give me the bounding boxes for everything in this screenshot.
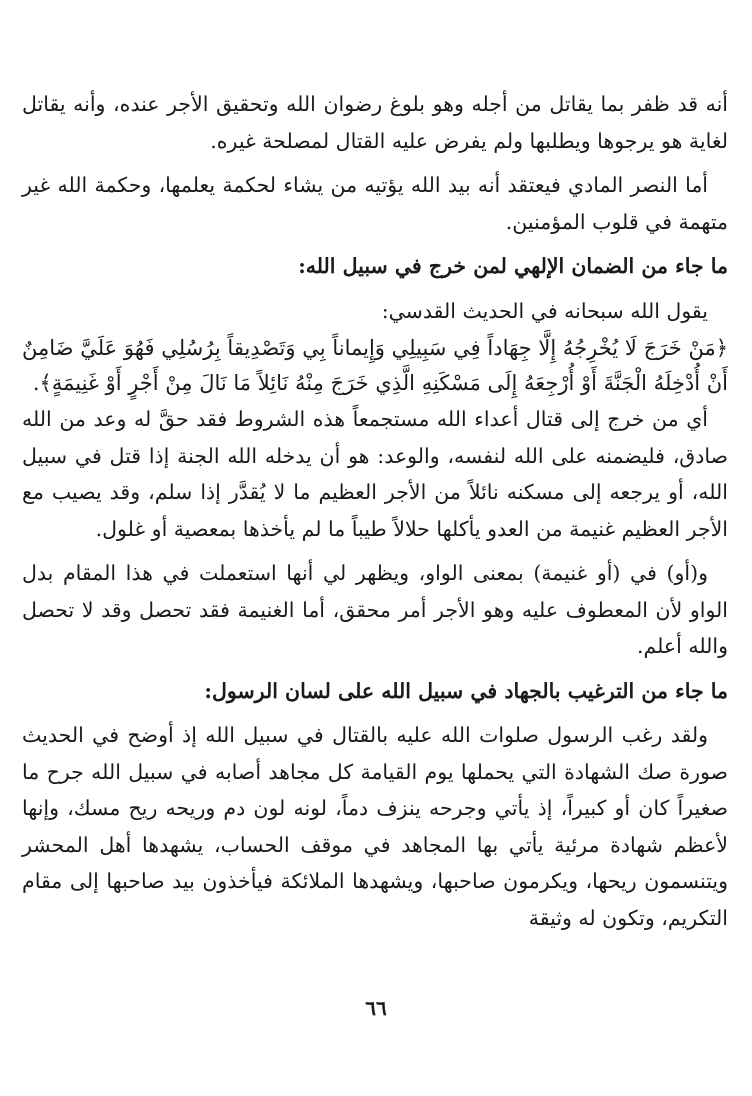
paragraph-4: أي من خرج إلى قتال أعداء الله مستجمعاً هذه الشروط فقد حقَّ له وعد من الله صادق، فليضمنه على الله لنفسه، والوعد: هو أن يدخله الله الجنة إذا قتل في سبيل الله، أو يرجعه إلى مسكنه نائلاً من الأجر العظيم ما لا يُقدَّر إذا سلم، وقد يصيب مع الأجر العظيم غنيمة من العدو يأكلها حلالاً طيباً ما لم يأخذها بمعصية أو غلول. (22, 407, 728, 541)
section-heading-encouragement: ما جاء من الترغيب بالجهاد في سبيل الله على لسان الرسول: (204, 678, 728, 703)
section-heading-divine-guarantee: ما جاء من الضمان الإلهي لمن خرج في سبيل الله: (298, 254, 728, 278)
paragraph-2: أما النصر المادي فيعتقد أنه بيد الله يؤتيه من يشاء لحكمة يعلمها، وحكمة الله غير متهمة في قلوب المؤمنين. (22, 173, 728, 234)
paragraph-6: ولقد رغب الرسول صلوات الله عليه بالقتال في سبيل الله إذ أوضح في الحديث صورة صك الشهادة التي يحملها يوم القيامة كل مجاهد أصابه في سبيل الله جرح ما صغيراً كان أو كبيراً، إذ يأتي وجرحه ينزف دماً، لونه لون دم وريحه ريح مسك، وإنها لأعظم شهادة مرئية يأتي بها المجاهد في موقف الحساب، يشهدها أهل المحشر ويتنسمون ريحها، ويكرمون صاحبها، ويشهدها الملائكة فيأخذون بيد صاحبها إلى مقام التكريم، وتكون له وثيقة (22, 723, 728, 930)
paragraph-3: يقول الله سبحانه في الحديث القدسي: (381, 298, 708, 323)
hadith-quote: ﴿مَنْ خَرَجَ لَا يُخْرِجُهُ إِلَّا جِهَاداً فِي سَبِيلِي وَإِيماناً بِي وَتَصْدِيقاً بِرُسُلِي فَهُوَ عَلَيَّ ضَامِنٌ أَنْ أُدْخِلَهُ الْجَنَّةَ أَوْ أُرْجِعَهُ إِلَى مَسْكَنِهِ الَّذِي خَرَجَ مِنْهُ نَائِلاً مَا نَالَ مِنْ أَجْرٍ أَوْ غَنِيمَةٍ﴾. (22, 336, 728, 395)
page-number: ٦٦ (365, 996, 387, 1020)
paragraph-1: أنه قد ظفر بما يقاتل من أجله وهو بلوغ رضوان الله وتحقيق الأجر عنده، وأنه يقاتل لغاية هو يرجوها ويطلبها ولم يفرض عليه القتال لمصلحة غيره. (22, 92, 728, 153)
paragraph-5: و(أو) في (أو غنيمة) بمعنى الواو، ويظهر لي أنها استعملت في هذا المقام بدل الواو لأن المعطوف عليه وهو الأجر أمر محقق، أما الغنيمة فقد تحصل وقد لا تحصل والله أعلم. (22, 561, 728, 658)
